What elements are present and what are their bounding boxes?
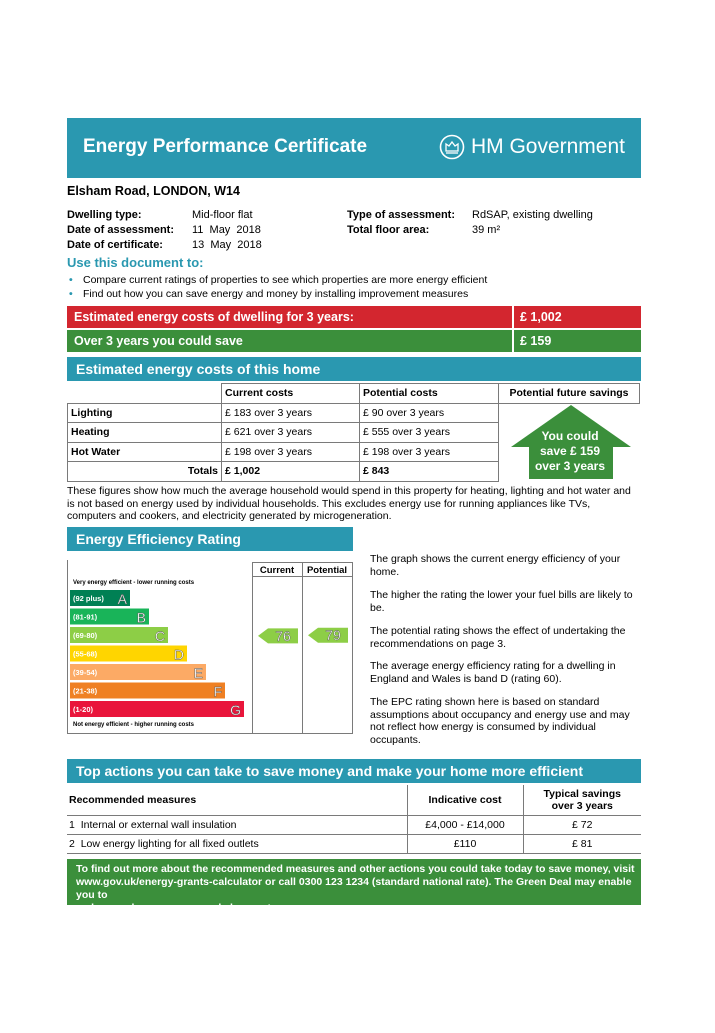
header-line: Typical savings xyxy=(543,787,621,800)
rating-band-a xyxy=(70,590,130,607)
efficiency-rating-chart xyxy=(67,560,353,734)
arrow-line: over 3 years xyxy=(534,459,606,473)
savings-arrow-text xyxy=(501,429,639,474)
dwelling-type-label: Dwelling type: xyxy=(67,209,142,221)
potential-column-header: Potential xyxy=(306,565,348,576)
total-current: £ 1,002 xyxy=(222,462,360,482)
band-letter: E xyxy=(193,665,203,681)
assessment-type-label: Type of assessment: xyxy=(347,209,456,221)
dwelling-details-right xyxy=(347,208,593,238)
band-range: (21-38) xyxy=(73,686,98,696)
cost-row-potential: £ 198 over 3 years xyxy=(360,442,499,462)
band-letter: C xyxy=(154,628,165,644)
certificate-title: Energy Performance Certificate xyxy=(83,136,368,157)
totals-label: Totals xyxy=(68,462,222,482)
estimated-cost-bar xyxy=(67,306,641,328)
property-address: Elsham Road, LONDON, W14 xyxy=(67,184,240,198)
cost-row-name: Lighting xyxy=(68,403,222,423)
potential-costs-header: Potential costs xyxy=(360,384,499,404)
rating-text-5: The EPC rating shown here is based on standard assumptions about occupancy and energy use and may not reflect how energy is consumed by individual occupants. xyxy=(370,696,630,746)
band-letter: G xyxy=(230,702,241,718)
dwelling-details-left xyxy=(67,208,262,253)
band-letter: F xyxy=(213,683,222,700)
cost-row-current: £ 198 over 3 years xyxy=(222,442,360,462)
assessment-type-value: RdSAP, existing dwelling xyxy=(472,209,593,221)
footer-line: www.gov.uk/energy-grants-calculator or call 0300 123 1234 (standard national rate). The Green Deal may enable you to xyxy=(76,876,632,901)
efficient-note: Very energy efficient - lower running costs xyxy=(73,580,195,586)
typical-savings-header xyxy=(523,785,641,815)
rating-text-3: The potential rating shows the effect of undertaking the recommendations on page 3. xyxy=(370,625,626,650)
use-document-title: Use this document to: xyxy=(67,255,204,270)
cost-row-current: £ 621 over 3 years xyxy=(222,423,360,443)
current-column-header: Current xyxy=(259,565,295,576)
floor-area-label: Total floor area: xyxy=(347,224,430,236)
measure-saving: £ 72 xyxy=(523,815,641,834)
rating-band-f xyxy=(70,683,225,700)
use-document-list xyxy=(67,274,487,301)
estimated-cost-value: £ 1,002 xyxy=(514,306,641,328)
savings-bar xyxy=(67,330,641,352)
measure-name: Low energy lighting for all fixed outlets xyxy=(80,837,259,850)
footer-line: To find out more about the recommended measures and other actions you could take today to save money, visit xyxy=(76,863,635,875)
rating-band-b xyxy=(70,609,149,626)
band-range: (92 plus) xyxy=(73,594,104,603)
advice-footer xyxy=(67,859,641,914)
assessment-date-value: 11 May 2018 xyxy=(192,224,261,236)
government-name: HM Government xyxy=(470,135,625,158)
band-range: (39-54) xyxy=(73,668,98,677)
footer-line: make your home warmer and cheaper to run. xyxy=(76,902,301,914)
certificate-header xyxy=(67,118,641,178)
measure-number: 1 xyxy=(69,818,75,831)
floor-area-value: 39 m² xyxy=(472,224,501,236)
band-range: (55-68) xyxy=(73,649,98,659)
list-item: • Compare current ratings of properties to see which properties are more energy efficient xyxy=(67,274,487,288)
cost-row-potential: £ 555 over 3 years xyxy=(360,423,499,443)
inefficient-note: Not energy efficient - higher running costs xyxy=(73,722,195,728)
measure-saving: £ 81 xyxy=(523,834,641,853)
dwelling-type-value: Mid-floor flat xyxy=(192,209,253,221)
rating-band-e xyxy=(70,664,206,681)
marker-value: 76 xyxy=(275,627,291,644)
band-bar xyxy=(70,701,244,717)
rating-text-4: The average energy efficiency rating for a dwelling in England and Wales is band D (rating 60). xyxy=(370,660,616,685)
efficiency-section-title: Energy Efficiency Rating xyxy=(67,527,353,551)
rating-band-d xyxy=(70,646,187,663)
cost-row-potential: £ 90 over 3 years xyxy=(360,403,499,423)
table-row xyxy=(67,815,641,834)
crest-icon xyxy=(439,134,465,160)
savings-label: Over 3 years you could save xyxy=(67,330,512,352)
header-line: over 3 years xyxy=(551,799,613,812)
certificate-date-value: 13 May 2018 xyxy=(192,239,262,251)
measure-cost: £4,000 - £14,000 xyxy=(407,815,523,834)
list-item: • Find out how you can save energy and money by installing improvement measures xyxy=(67,288,487,302)
band-letter: D xyxy=(173,646,184,663)
cost-row-name: Heating xyxy=(68,423,222,443)
measure-number: 2 xyxy=(69,837,75,850)
rating-band-c xyxy=(70,627,168,644)
future-savings-header: Potential future savings xyxy=(499,384,640,404)
rating-text-1: The graph shows the current energy efficiency of your home. xyxy=(370,553,621,578)
cost-row-current: £ 183 over 3 years xyxy=(222,403,360,423)
total-potential: £ 843 xyxy=(360,462,499,482)
cost-row-name: Hot Water xyxy=(68,442,222,462)
rating-band-g xyxy=(70,701,244,718)
potential-rating-marker xyxy=(308,627,348,643)
marker-value: 79 xyxy=(325,627,341,644)
measure-name: Internal or external wall insulation xyxy=(80,818,237,831)
band-range: (69-80) xyxy=(73,631,98,640)
actions-section-title: Top actions you can take to save money and make your home more efficient xyxy=(67,759,641,783)
band-letter: B xyxy=(136,609,146,626)
measures-table xyxy=(67,785,641,854)
certificate-date-label: Date of certificate: xyxy=(67,239,163,251)
band-range: (1-20) xyxy=(73,705,94,714)
band-range: (81-91) xyxy=(73,612,98,622)
measure-cost: £110 xyxy=(407,834,523,853)
assessment-date-label: Date of assessment: xyxy=(67,224,174,236)
costs-section-title: Estimated energy costs of this home xyxy=(67,357,641,381)
estimated-cost-label: Estimated energy costs of dwelling for 3 years: xyxy=(67,306,512,328)
arrow-line: save £ 159 xyxy=(539,444,601,458)
cost-header: Indicative cost xyxy=(407,785,523,815)
costs-note: These figures show how much the average household would spend in this property for heating, lighting and hot water and is not based on energy used by individual households. This excludes energy use for running appliances like TVs, computers and cookers, and electricity generated by microgeneration. xyxy=(67,485,631,522)
arrow-line: You could xyxy=(541,429,599,443)
current-rating-marker xyxy=(258,628,298,644)
current-costs-header: Current costs xyxy=(222,384,360,404)
hm-government-logo xyxy=(439,134,625,160)
table-row xyxy=(67,834,641,853)
band-letter: A xyxy=(117,591,127,607)
rating-text-2: The higher the rating the lower your fuel bills are likely to be. xyxy=(370,589,633,614)
measures-header: Recommended measures xyxy=(69,793,197,806)
savings-value: £ 159 xyxy=(514,330,641,352)
